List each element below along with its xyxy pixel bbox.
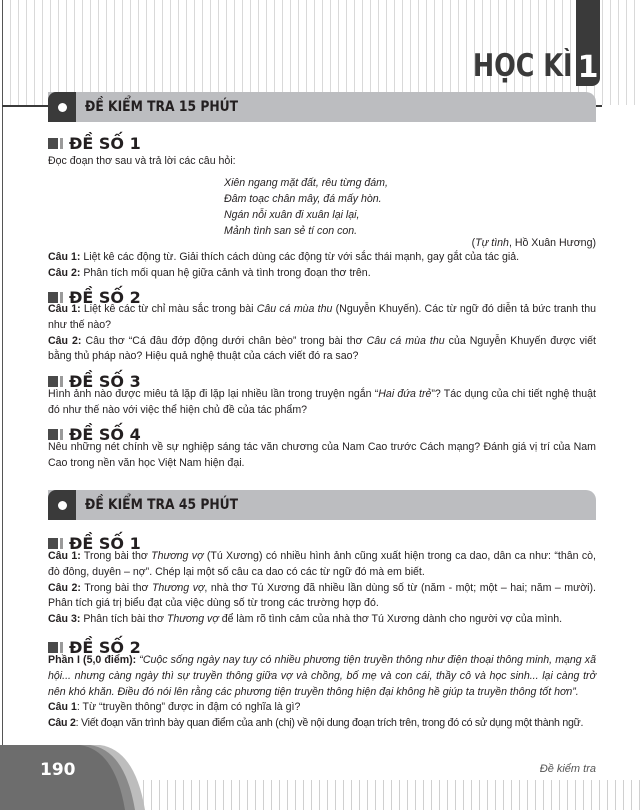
question-text: Hình ảnh nào được miêu tả lặp đi lặp lại nhiều lần trong truyện ngắn “Hai đứa trẻ”? Tác dụng của chi tiết nghệ thuật đó như thế nào với việc thể hiện chủ đề của tác phẩm? <box>48 388 596 416</box>
test-heading: ĐỀ SỐ 1 <box>48 134 141 153</box>
test-heading: ĐỀ SỐ 4 <box>48 425 141 444</box>
semester-title: HỌC KÌ <box>472 48 572 84</box>
test-heading: ĐỀ SỐ 2 <box>48 638 141 657</box>
test-heading: ĐỀ SỐ 2 <box>48 288 141 307</box>
question-text: Nêu những nét chính về sự nghiệp sáng tác văn chương của Nam Cao trước Cách mạng? Đánh giá vị trí của Nam Cao trong nền văn học Việt Nam hiện đại. <box>48 441 596 469</box>
footer-label: Đề kiểm tra <box>539 763 596 775</box>
page-border <box>2 0 3 745</box>
test-heading: ĐỀ SỐ 1 <box>48 534 141 553</box>
footer-graphic <box>0 745 640 810</box>
question-list: Câu 1: Liệt kê các từ chỉ màu sắc trong bài Câu cá mùa thu (Nguyễn Khuyến). Các từ ngữ đó diễn tả bức tranh thu như thế nào? Câu 2: Câu thơ “Cá đâu đớp động dưới chân bèo” trong bài thơ Câu cá mùa thu của Nguyễn Khuyến được viết bằng thủ pháp nào? Hiệu quả nghệ thuật của cách viết đó ra sao? <box>48 303 596 363</box>
section-banner-45: ĐỀ KIỂM TRA 45 PHÚT <box>48 490 596 520</box>
page-number: 190 <box>40 760 76 780</box>
poem-credit: (Tự tình, Hồ Xuân Hương) <box>471 237 596 249</box>
question-list: Câu 1: Trong bài thơ Thương vợ (Tú Xương) có nhiều hình ảnh cũng xuất hiện trong ca dao, dân ca như: “thân cò, đò đông, duyên – nợ”. Chép lại một số câu ca dao có các từ ngữ đó mà em biết. Câu 2: Trong bài thơ Thương vợ, nhà thơ Tú Xương đã nhiều lần dùng số từ (năm - một; một – hai; năm – mười). Phân tích giá trị biểu đạt của việc dùng số từ trong các trường hợp đó. Câu 3: Phân tích bài thơ Thương vợ để làm rõ tình cảm của nhà thơ Tú Xương dành cho người vợ của mình. <box>48 550 596 626</box>
test-heading: ĐỀ SỐ 3 <box>48 372 141 391</box>
poem: Xiên ngang mặt đất, rêu từng đám, Đâm toạc chân mây, đá mấy hòn. Ngán nỗi xuân đi xuân lại lại, Mảnh tình san sẻ tí con con. <box>224 177 388 237</box>
semester-number: 1 <box>577 50 599 85</box>
bullet-icon <box>48 92 76 122</box>
intro-text: Đọc đoạn thơ sau và trả lời các câu hỏi: <box>48 155 236 167</box>
question-list: Câu 1: Liệt kê các động từ. Giải thích cách dùng các động từ với sắc thái mạnh, gay gắt của tác giả. Câu 2: Phân tích mối quan hệ giữa cảnh và tình trong đoạn thơ trên. <box>48 251 520 279</box>
bullet-icon <box>48 490 76 520</box>
question-list: Phần I (5,0 điểm): “Cuộc sống ngày nay tuy có nhiều phương tiện truyền thông như điện thoại thông minh, mạng xã hội... nhưng càng ngày thì sự truyền thông giữa vợ và chồng, bố mẹ và con cái, thầy cô và học sinh... lại càng trở nên khó khăn. Điều đó nói lên rằng các phương tiện truyền thông hiện đại không hề giúp ta truyền thông tốt hơn”. Câu 1: Từ “truyền thông” được in đậm có nghĩa là gì? Câu 2: Viết đoạn văn trình bày quan điểm của anh (chị) về nội dung đoạn trích trên, trong đó có sử dụng một thành ngữ. <box>48 654 596 730</box>
section-banner-15: ĐỀ KIỂM TRA 15 PHÚT <box>48 92 596 122</box>
